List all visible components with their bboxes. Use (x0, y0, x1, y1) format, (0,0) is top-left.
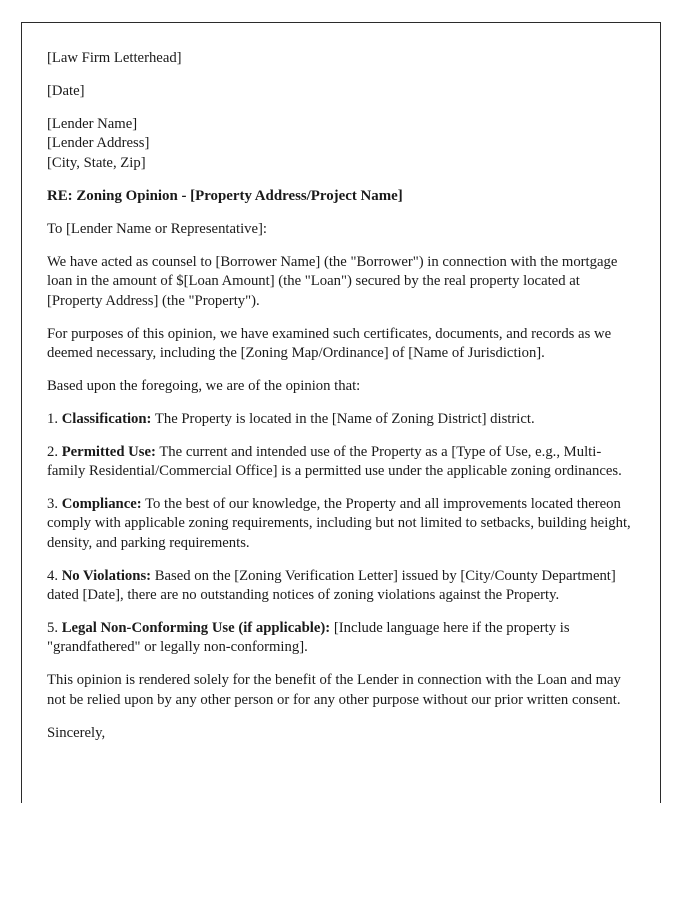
opinion-item-label: Permitted Use: (61, 443, 156, 460)
opinion-item-5 (47, 619, 638, 658)
opinion-item-text: Based on the [Zoning Verification Letter] issued by [City/County Department] dated [Date], there are no outstanding notices of zoning violations against the Property. (47, 567, 616, 604)
opinion-item-text: [Include language here if the property is "grandfathered" or legally non-conforming]. (47, 620, 570, 656)
opinion-item-label: Legal Non-Conforming Use (if applicable): (61, 620, 331, 637)
opinion-item-text: The current and intended use of the Property as a [Type of Use, e.g., Multi-family Residential/Commercial Office] is a permitted use under the applicable zoning ordinances. (47, 443, 622, 480)
paragraph-reliance: This opinion is rendered solely for the benefit of the Lender in connection with the Loan and may not be relied upon by any other person or for any other purpose without our prior written consent. (47, 672, 621, 708)
opinion-item-label: Compliance: (61, 496, 142, 512)
opinion-item-label: No Violations: (61, 567, 152, 584)
closing-salutation: Sincerely, (47, 724, 106, 741)
paragraph-engagement: We have acted as counsel to [Borrower Name] (the "Borrower") in connection with the mortgage loan in the amount of $[Loan Amount] (the "Loan") secured by the real property located at [Property Address] (the "Property"). (47, 253, 618, 309)
letterhead-placeholder: [Law Firm Letterhead] (47, 50, 182, 66)
recipient-address: [Lender Address] (47, 135, 150, 152)
opinion-item-number: 3. (47, 496, 59, 512)
opinion-item-4 (47, 567, 638, 606)
opinion-item-3 (47, 495, 638, 553)
paragraph-opinion-intro: Based upon the foregoing, we are of the opinion that: (47, 377, 361, 394)
paragraph-examination: For purposes of this opinion, we have examined such certificates, documents, and records as we deemed necessary, including the [Zoning Map/Ordinance] of [Name of Jurisdiction]. (47, 325, 612, 361)
opinion-item-number: 1. (47, 410, 59, 427)
salutation: To [Lender Name or Representative]: (47, 220, 268, 237)
opinion-item-text: To the best of our knowledge, the Property and all improvements located thereon comply with applicable zoning requirements, including but not limited to setbacks, building height, density, and parking requirements. (47, 496, 631, 551)
opinion-item-1 (47, 410, 638, 429)
opinion-item-number: 5. (47, 620, 59, 637)
letter-body (47, 49, 638, 743)
recipient-name: [Lender Name] (47, 115, 138, 132)
opinion-item-2 (47, 443, 638, 482)
date-placeholder: [Date] (47, 82, 85, 99)
subject-line: RE: Zoning Opinion - [Property Address/Project Name] (47, 187, 403, 204)
opinion-item-number: 4. (47, 567, 59, 584)
opinion-item-number: 2. (47, 443, 59, 460)
recipient-address-block (47, 115, 638, 173)
document-page (21, 22, 661, 803)
opinion-item-label: Classification: (61, 410, 152, 427)
opinion-item-text: The Property is located in the [Name of Zoning District] district. (154, 410, 535, 427)
recipient-city-state-zip: [City, State, Zip] (47, 154, 146, 171)
